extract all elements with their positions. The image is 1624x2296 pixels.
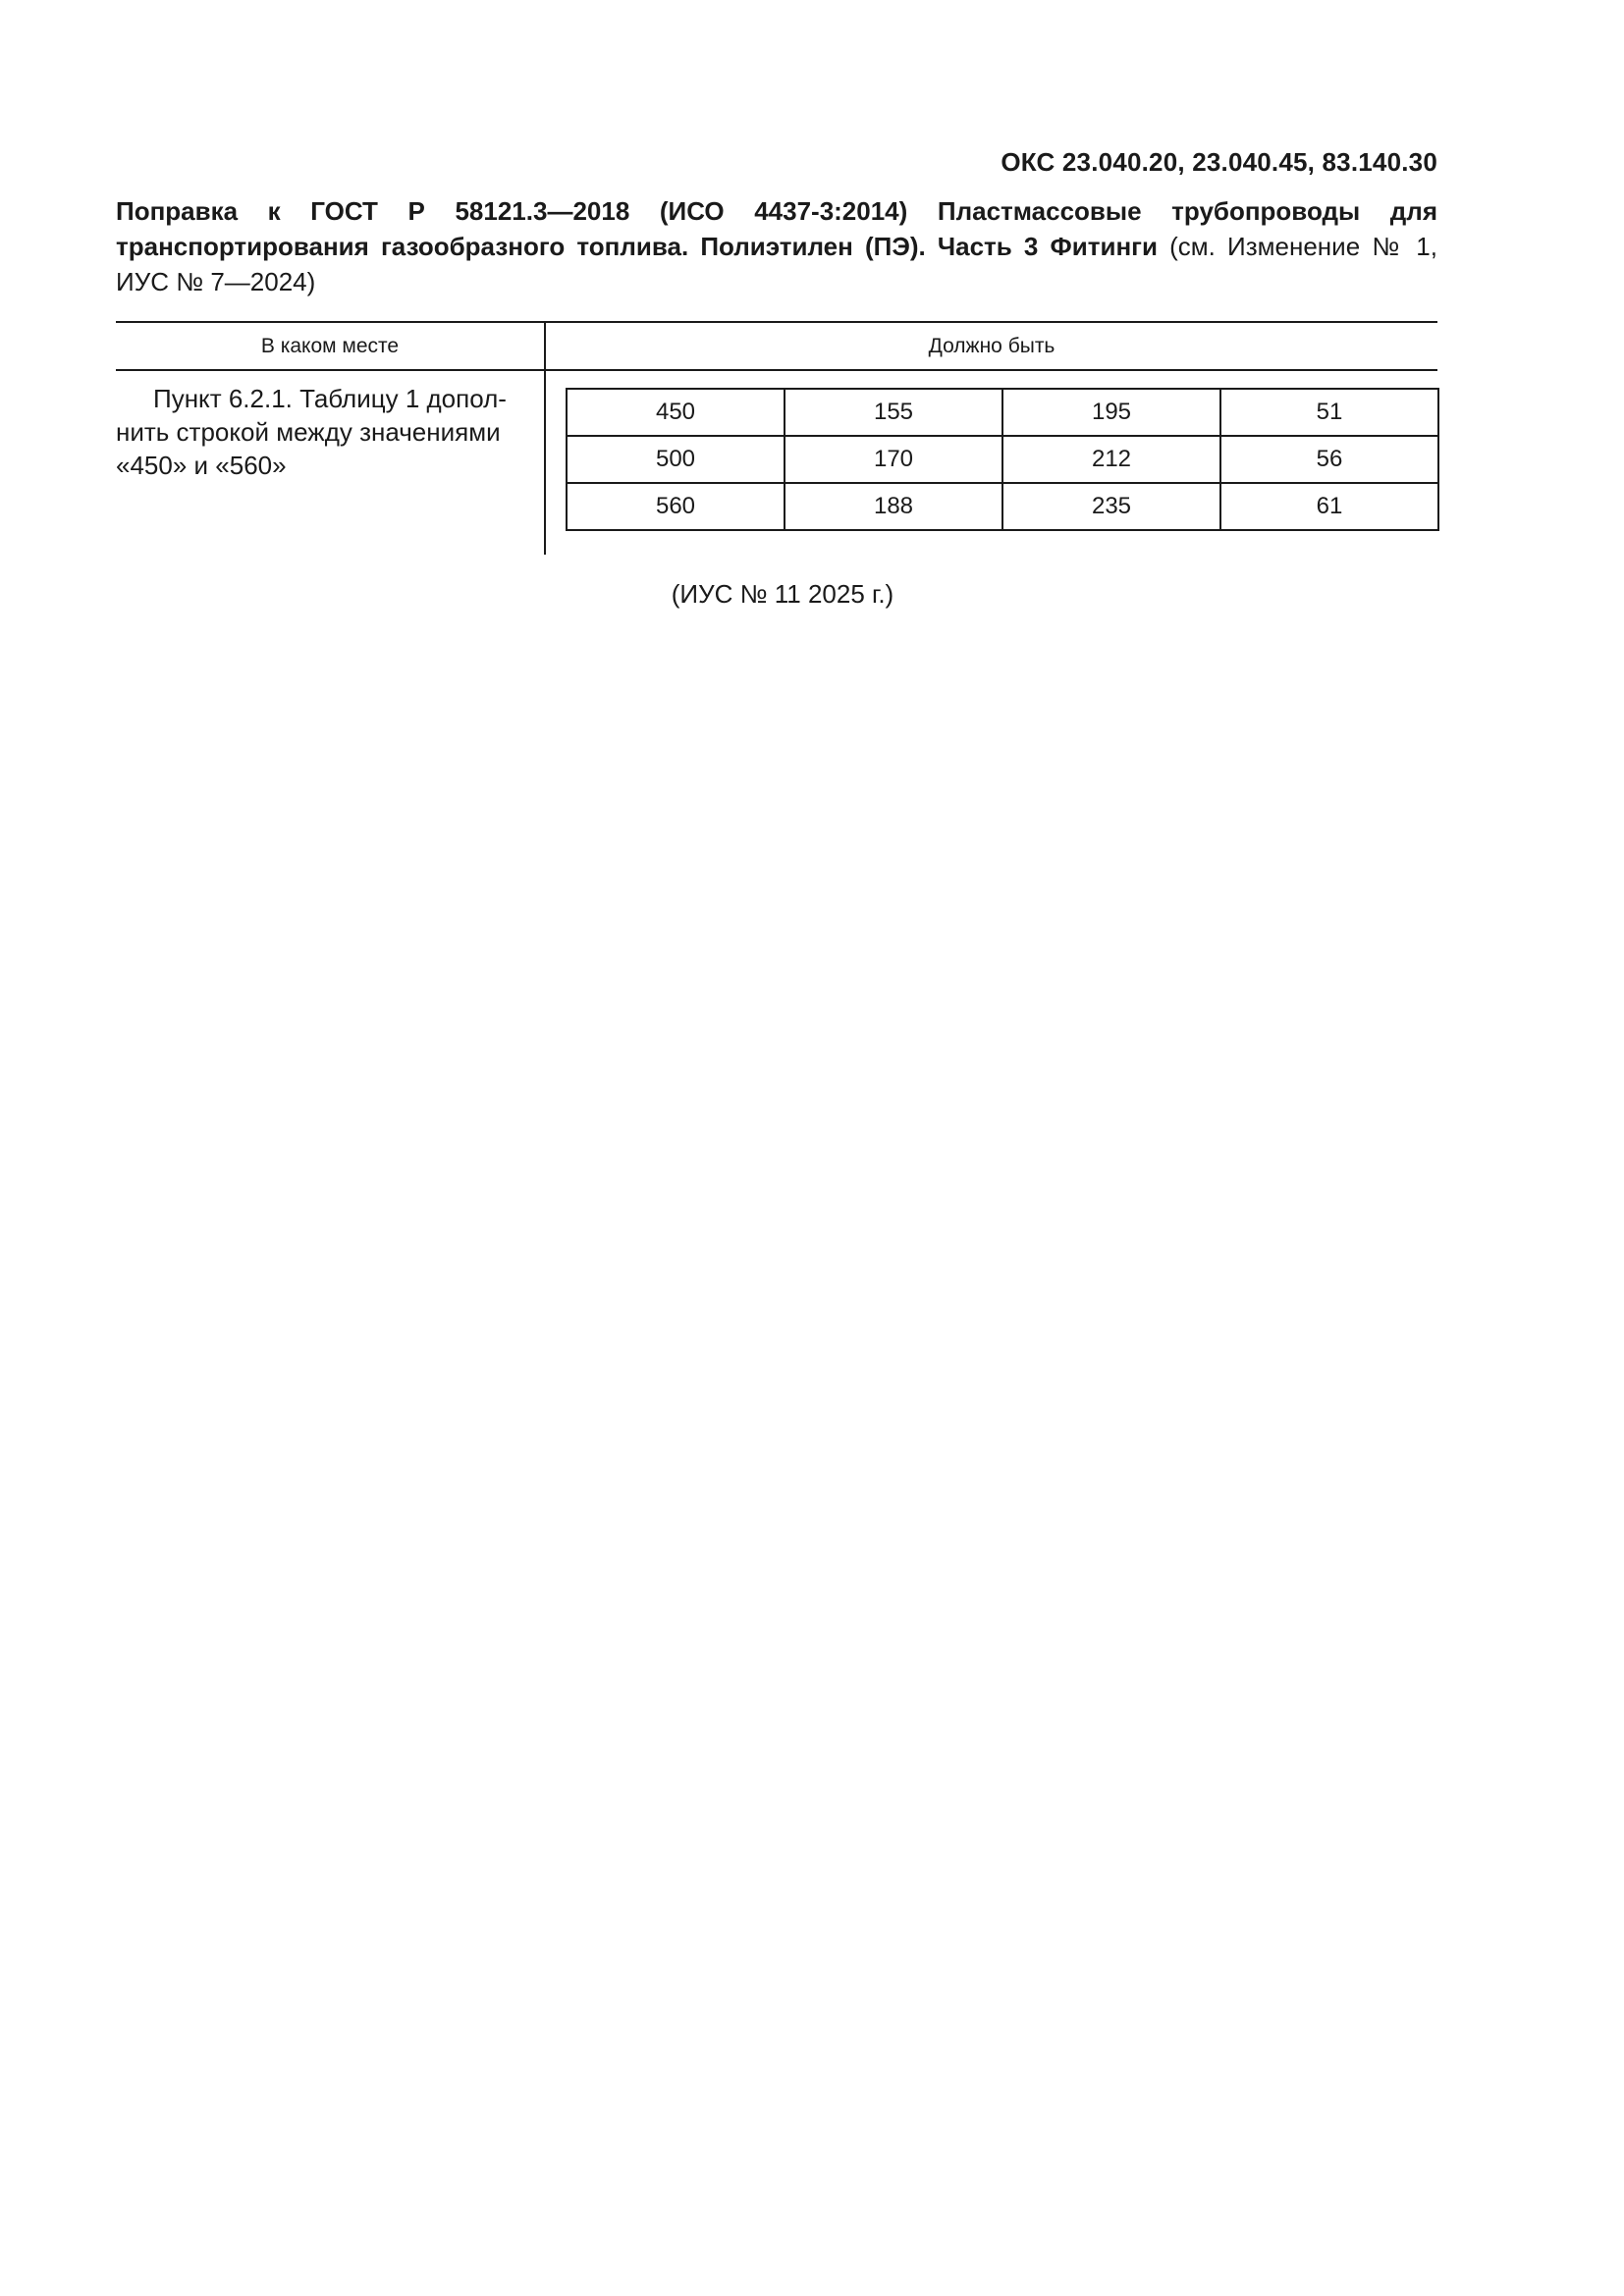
- table-cell: 61: [1220, 483, 1438, 530]
- amendment-title: [116, 193, 1437, 299]
- table-cell: 170: [785, 436, 1002, 483]
- table-cell: 56: [1220, 436, 1438, 483]
- publication-note: (ИУС № 11 2025 г.): [671, 579, 894, 609]
- table-cell: 450: [567, 389, 785, 436]
- header-should-be: Должно быть: [928, 335, 1056, 357]
- table-row: [567, 436, 1438, 483]
- amendment-table: [116, 321, 1437, 555]
- replacement-values-table: [566, 388, 1439, 531]
- table-cell: 195: [1002, 389, 1220, 436]
- table-cell: 235: [1002, 483, 1220, 530]
- oks-classification: ОКС 23.040.20, 23.040.45, 83.140.30: [1001, 147, 1437, 177]
- table-cell: 560: [567, 483, 785, 530]
- header-where: В каком месте: [260, 335, 400, 357]
- amendment-title-reference: (см. Изменение № 1, ИУС № 7—2024): [116, 232, 1437, 296]
- table-cell: 212: [1002, 436, 1220, 483]
- table-cell: 51: [1220, 389, 1438, 436]
- column-divider: [544, 323, 546, 555]
- table-cell: 188: [785, 483, 1002, 530]
- where-cell: [116, 382, 532, 482]
- where-line: Пункт 6.2.1. Таблицу 1 допол-: [153, 384, 507, 413]
- table-row: [567, 389, 1438, 436]
- where-line: «450» и «560»: [116, 451, 287, 480]
- where-line: нить строкой между значениями: [116, 417, 501, 447]
- table-cell: 155: [785, 389, 1002, 436]
- table-row: [567, 483, 1438, 530]
- amendment-title-bold: Поправка к ГОСТ Р 58121.3—2018 (ИСО 4437-3:2014) Пластмассовые трубопроводы для транспортирования газообразного топлива. Полиэтилен (ПЭ). Часть 3 Фитинги: [116, 196, 1437, 261]
- table-cell: 500: [567, 436, 785, 483]
- table-header-row: [116, 323, 1437, 371]
